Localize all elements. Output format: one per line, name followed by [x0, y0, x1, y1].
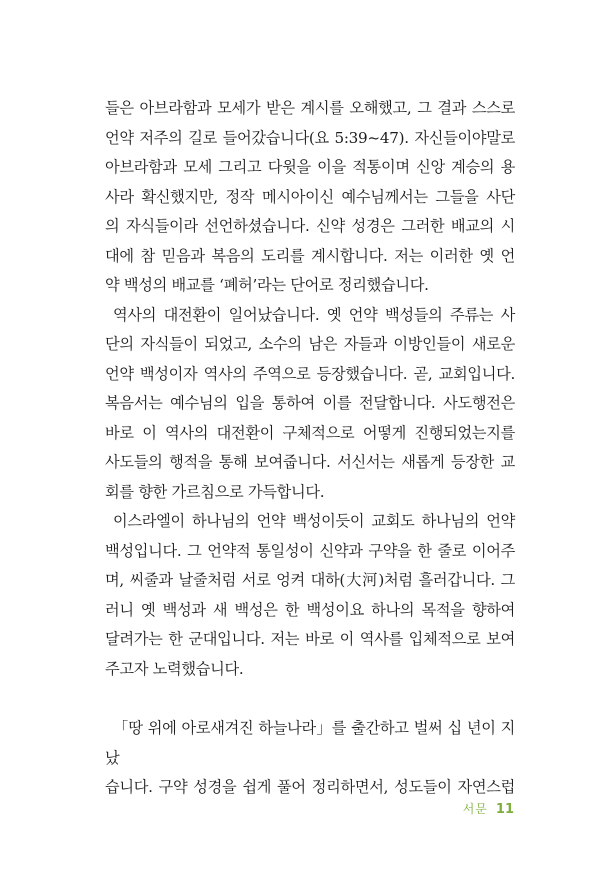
paragraph-3-line-5: 달려가는 한 군대입니다. 저는 바로 이 역사를 입체적으로 보여 [105, 630, 515, 648]
paragraph-3-line-4: 러니 옛 백성과 새 백성은 한 백성이요 하나의 목적을 향하여 [105, 600, 515, 619]
page-footer [463, 800, 514, 817]
paragraph-3-line-6: 주고자 노력했습니다. [105, 659, 244, 678]
paragraph-2-line-2: 단의 자식들이 되었고, 소수의 남은 자들과 이방인들이 새로운 [105, 335, 515, 353]
paragraph-1-line-2: 언약 저주의 길로 들어갔습니다(요 5:39~47). 자신들이야말로 [105, 128, 515, 147]
paragraph-2-line-3: 언약 백성이자 역사의 주역으로 등장했습니다. 곧, 교회입니다. [105, 364, 515, 383]
paragraph-2-line-1: 역사의 대전환이 일어났습니다. 옛 언약 백성들의 주류는 사 [113, 305, 515, 324]
paragraph-gap [105, 684, 515, 714]
paragraph-2-line-5: 바로 이 역사의 대전환이 구체적으로 어떻게 진행되었는지를 [105, 423, 515, 442]
paragraph-1-line-7: 약 백성의 배교를 ‘폐허’라는 단어로 정리했습니다. [105, 276, 429, 294]
paragraph-1-line-5: 의 자식들이라 선언하셨습니다. 신약 성경은 그러한 배교의 시 [105, 217, 515, 235]
paragraph-3-line-2: 백성입니다. 그 언약적 통일성이 신약과 구약을 한 줄로 이어주 [105, 541, 515, 560]
paragraph-2-line-7: 회를 향한 가르침으로 가득합니다. [105, 482, 325, 501]
paragraph-2-line-4: 복음서는 예수님의 입을 통하여 이를 전달합니다. 사도행전은 [105, 394, 515, 412]
section-name: 서문 [462, 802, 488, 816]
page-number: 11 [495, 802, 514, 817]
paragraph-1-line-3: 아브라함과 모세 그리고 다윗을 이을 적통이며 신앙 계승의 용 [105, 158, 515, 176]
page-body [105, 94, 515, 803]
paragraph-4-line-2: 습니다. 구약 성경을 쉽게 풀어 정리하면서, 성도들이 자연스럽 [105, 778, 515, 796]
paragraph-2-line-6: 사도들의 행적을 통해 보여줍니다. 서신서는 새롭게 등장한 교 [105, 453, 515, 471]
paragraph-4-line-1: 「땅 위에 아로새겨진 하늘나라」를 출간하고 벌써 십 년이 지났 [105, 719, 515, 767]
paragraph-1-line-1: 들은 아브라함과 모세가 받은 계시를 오해했고, 그 결과 스스로 [105, 99, 515, 117]
paragraph-1-line-6: 대에 참 믿음과 복음의 도리를 계시합니다. 저는 이러한 옛 언 [105, 246, 515, 265]
paragraph-3-line-1: 이스라엘이 하나님의 언약 백성이듯이 교회도 하나님의 언약 [113, 512, 515, 530]
paragraph-1-line-4: 사라 확신했지만, 정작 메시아이신 예수님께서는 그들을 사단 [105, 187, 515, 206]
paragraph-3-line-3: 며, 씨줄과 날줄처럼 서로 엉켜 대하(大河)처럼 흘러갑니다. 그 [105, 571, 515, 589]
